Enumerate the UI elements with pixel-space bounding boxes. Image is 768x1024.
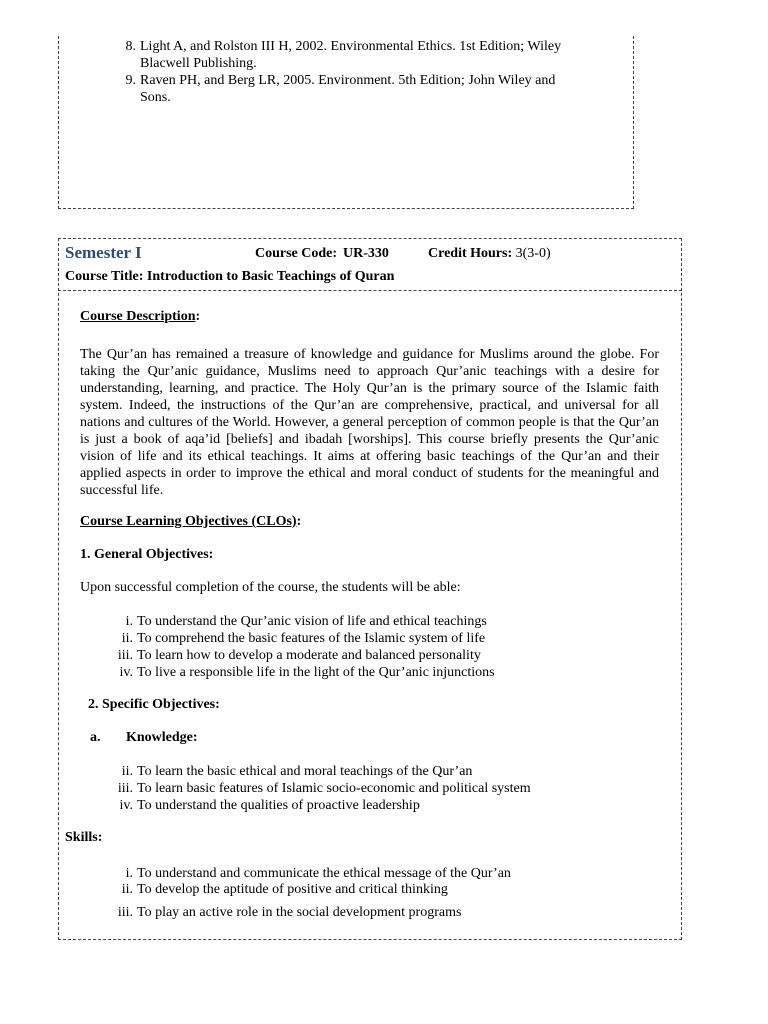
clo-heading-text: Course Learning Objectives (CLOs): [80, 514, 297, 529]
list-text: To learn basic features of Islamic socio-economic and political system: [137, 781, 531, 796]
list-number: ii.: [121, 882, 133, 897]
list-number: ii.: [121, 764, 133, 779]
course-title: Course Title: Introduction to Basic Teachings of Quran: [65, 269, 395, 284]
list-number: iii.: [117, 648, 133, 663]
reference-text: Raven PH, and Berg LR, 2005. Environment. 5th Edition; John Wiley and: [140, 73, 556, 88]
reference-text: Blacwell Publishing.: [140, 56, 257, 71]
credit-hours-value: 3(3-0): [515, 246, 551, 261]
list-text: To learn how to develop a moderate and balanced personality: [137, 648, 481, 663]
course-description-heading: [80, 309, 200, 325]
course-description-heading-text: Course Description: [80, 309, 196, 324]
course-description-text: The Qur’an has remained a treasure of knowledge and guidance for Muslims around the globe. For taking the Qur’anic guidance, Muslims need to approach Qur’anic teachings with a desire for understanding, learning, and practice. The Holy Qur’an is the primary source of the Islamic faith system. Indeed, the instructions of the Qur’an are comprehensive, practical, and universal for all nations and cultures of the World. However, a general perception of common people is that the Qur’an is just a book of aqa’id [beliefs] and ibadah [worships]. This course briefly presents the Qur’anic vision of life and its ethical teachings. It aims at offering basic teachings of the Qur’an and their applied aspects in order to improve the ethical and moral conduct of students for the meaningful and successful life.: [80, 347, 659, 498]
credit-hours-label: Credit Hours:: [428, 246, 513, 261]
course-code-label: Course Code:: [255, 246, 338, 261]
list-text: To develop the aptitude of positive and critical thinking: [137, 882, 448, 897]
list-text: To understand the qualities of proactive leadership: [137, 798, 420, 813]
course-code-value: UR-330: [343, 246, 389, 261]
list-text: To live a responsible life in the light of the Qur’anic injunctions: [137, 665, 495, 680]
list-number: iii.: [117, 781, 133, 796]
list-number: ii.: [121, 631, 133, 646]
colon: :: [195, 309, 201, 324]
list-number: iv.: [119, 798, 133, 813]
list-number: i.: [125, 866, 133, 881]
list-number: iv.: [119, 665, 133, 680]
semester-label: Semester I: [65, 243, 142, 262]
course-code: [255, 246, 389, 262]
list-text: To understand the Qur’anic vision of life and ethical teachings: [137, 614, 487, 629]
credit-hours: [428, 246, 551, 262]
list-text: To understand and communicate the ethical message of the Qur’an: [137, 866, 511, 881]
knowledge-letter: a.: [90, 730, 101, 745]
reference-number: 8.: [125, 39, 136, 54]
specific-objectives-heading: 2. Specific Objectives:: [88, 697, 220, 712]
list-number: iii.: [117, 905, 133, 920]
general-objectives-heading: 1. General Objectives:: [80, 547, 214, 562]
reference-number: 9.: [125, 73, 136, 88]
knowledge-heading: [90, 730, 198, 746]
list-text: To play an active role in the social development programs: [137, 905, 462, 920]
list-text: To comprehend the basic features of the Islamic system of life: [137, 631, 486, 646]
skills-heading: Skills:: [65, 830, 103, 845]
objectives-intro: Upon successful completion of the course, the students will be able:: [80, 580, 461, 595]
reference-text: Light A, and Rolston III H, 2002. Environmental Ethics. 1st Edition; Wiley: [140, 39, 562, 54]
colon: :: [296, 514, 302, 529]
clo-heading: [80, 514, 301, 530]
header-divider: [58, 290, 682, 291]
list-number: i.: [125, 614, 133, 629]
reference-text: Sons.: [140, 90, 171, 105]
list-text: To learn the basic ethical and moral teachings of the Qur’an: [137, 764, 473, 779]
knowledge-heading-text: Knowledge:: [126, 730, 198, 745]
